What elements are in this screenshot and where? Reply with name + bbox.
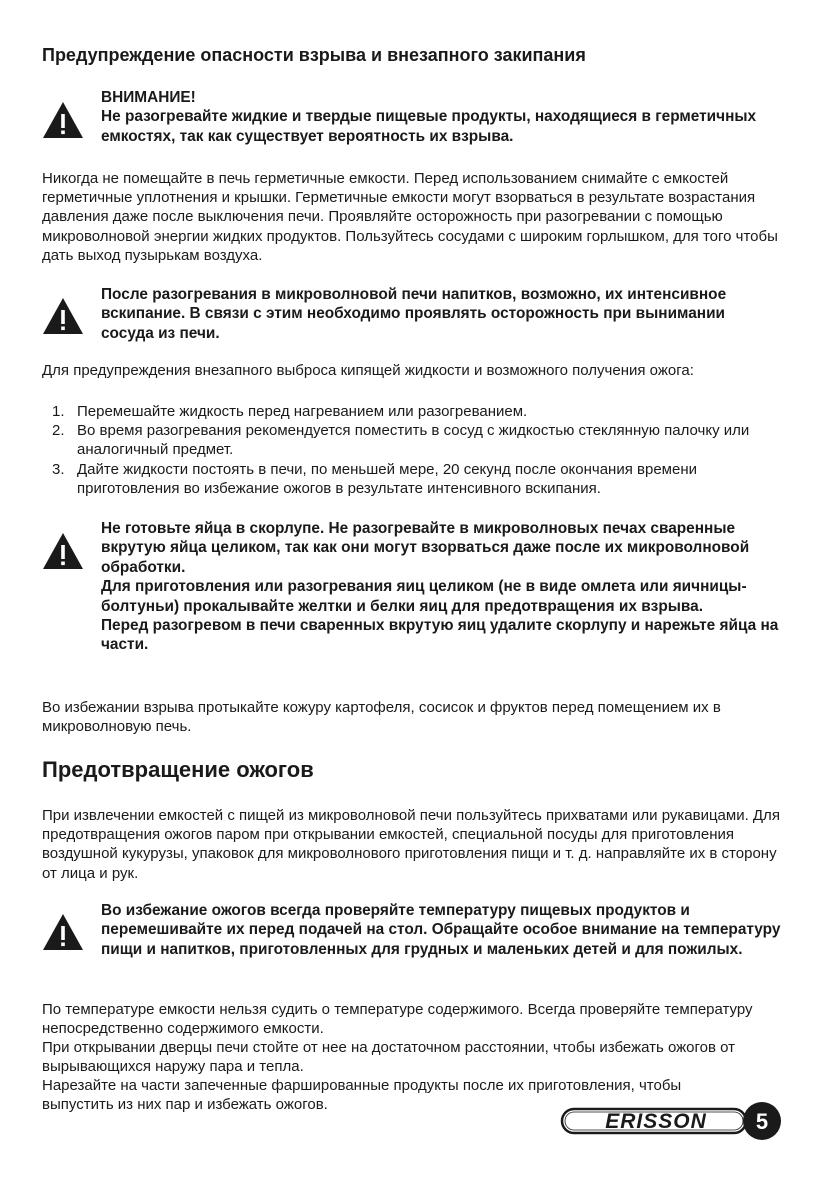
brand-footer (560, 1101, 783, 1141)
warning-heading: ВНИМАНИЕ! (101, 89, 196, 106)
paragraph-pierce-skins: Во избежании взрыва протыкайте кожуру картофеля, сосисок и фруктов перед помещением их в микроволновую печь. (42, 699, 721, 736)
list-item (42, 460, 787, 498)
warning-text (101, 901, 791, 959)
list-item-text: Дайте жидкости постоять в печи, по меньшей мере, 20 секунд после окончания времени приготовления во избежание ожогов в результате интенсивного вскипания. (77, 460, 697, 497)
list-item-number: 2. (52, 422, 65, 440)
warning-triangle-icon (42, 297, 84, 335)
list-item (42, 421, 787, 459)
steps-list (42, 402, 787, 498)
brand-name: ERISSON (605, 1110, 707, 1133)
list-item-number: 1. (52, 403, 65, 420)
warning-text (101, 285, 731, 343)
paragraph-oven-mitts: При извлечении емкостей с пищей из микроволновой печи пользуйтесь прихватами или рукавицами. Для предотвращения ожогов паром при открывании емкостей, специальной посуды для приготовления воздушной кукурузы, упаковок для микроволнового приготовления пищи и т. д. направляйте их в сторону от лица и рук. (42, 807, 780, 882)
paragraph-cut-stuffed: Нарезайте на части запеченные фаршированные продукты после их приготовления, чтобы выпустить из них пар и избежать ожогов. (42, 1077, 682, 1114)
warning-text (101, 519, 791, 655)
list-item (42, 402, 787, 421)
paragraph-boil-prevention: Для предупреждения внезапного выброса кипящей жидкости и возможного получения ожога: (42, 362, 694, 379)
paragraph-door-distance: При открывании дверцы печи стойте от нее на достаточном расстоянии, чтобы избежать ожогов от вырывающихся наружу пара и тепла. (42, 1039, 736, 1076)
list-item-number: 3. (52, 460, 65, 478)
warning-line: Не готовьте яйца в скорлупе. Не разогревайте в микроволновых печах сваренные вкрутую яйца целиком, так как они могут взорваться даже после их микроволновой обработки. (101, 520, 750, 576)
warning-triangle-icon (42, 532, 84, 570)
section-title-explosion: Предупреждение опасности взрыва и внезапного закипания (42, 45, 586, 65)
warning-line: Не разогревайте жидкие и твердые пищевые продукты, находящиеся в герметичных емкостях, так как существует вероятность их взрыва. (101, 108, 757, 145)
warning-line: После разогревания в микроволновой печи напитков, возможно, их интенсивное вскипание. В связи с этим необходимо проявлять осторожность при вынимании сосуда из печи. (101, 286, 727, 342)
warning-line: Перед разогревом в печи сваренных вкрутую яиц удалите скорлупу и нарежьте яйца на части. (101, 617, 779, 654)
section-title-burns: Предотвращение ожогов (42, 757, 314, 782)
warning-line: Во избежание ожогов всегда проверяйте температуру пищевых продуктов и перемешивайте их перед подачей на стол. Обращайте особое внимание на температуру пищи и напитков, приготовленных для грудных и маленьких детей и для пожилых. (101, 902, 781, 958)
brand-logo (560, 1101, 783, 1141)
warning-triangle-icon (42, 913, 84, 951)
list-item-text: Во время разогревания рекомендуется поместить в сосуд с жидкостью стеклянную палочку или аналогичный предмет. (77, 422, 750, 459)
paragraph-sealed-containers: Никогда не помещайте в печь герметичные емкости. Перед использованием снимайте с емкостей герметичные уплотнения и крышки. Герметичные емкости могут взорваться в результате возрастания давления даже после выключения печи. Проявляйте осторожность при разогревании с помощью микроволновой энергии жидких продуктов. Пользуйтесь сосудами с широким горлышком, для того чтобы дать выход пузырькам воздуха. (42, 170, 778, 264)
page-number: 5 (755, 1109, 769, 1134)
paragraph-container-temperature: По температуре емкости нельзя судить о температуре содержимого. Всегда проверяйте температуру непосредственно содержимого емкости. (42, 1001, 753, 1038)
warning-triangle-icon (42, 101, 84, 139)
list-item-text: Перемешайте жидкость перед нагреванием или разогреванием. (77, 403, 528, 420)
warning-text (101, 88, 791, 146)
warning-line: Для приготовления или разогревания яиц целиком (не в виде омлета или яичницы-болтуньи) прокалывайте желтки и белки яиц для предотвращения их взрыва. (101, 578, 747, 615)
